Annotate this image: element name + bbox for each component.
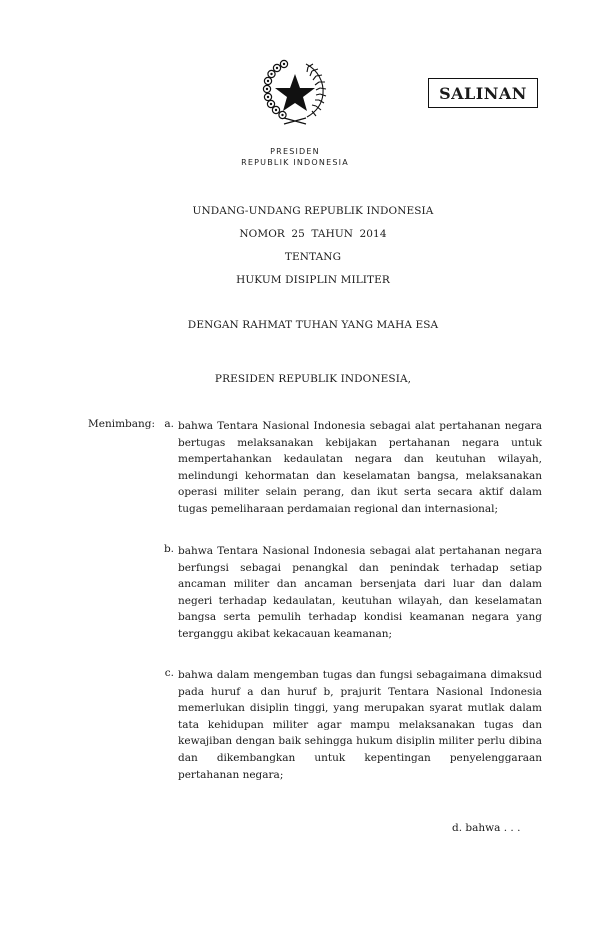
page-continuation: d. bahwa . . . [452, 822, 521, 834]
item-marker: a. [164, 418, 174, 430]
presidential-seal-icon [262, 58, 328, 128]
enacting-authority: PRESIDEN REPUBLIK INDONESIA, [214, 373, 412, 385]
invocation: DENGAN RAHMAT TUHAN YANG MAHA ESA [187, 319, 439, 331]
law-subject: HUKUM DISIPLIN MILITER [236, 274, 390, 286]
law-about-label: TENTANG [284, 251, 342, 263]
item-text: bahwa dalam mengemban tugas dan fungsi sebagaimana dimaksud pada huruf a dan huruf b, prajurit Tentara Nasional Indonesia memerlukan disiplin tinggi, yang merupakan syarat mutlak dalam tata kehidupan militer agar mampu melaksanakan tugas dan kewajiban dengan baik sehingga hukum disiplin militer perlu dibina dan dikembangkan untuk kepentingan penyelenggaraan pertahanan negara; [178, 669, 542, 781]
office-title: PRESIDEN [270, 147, 320, 156]
item-marker: b. [163, 543, 174, 555]
office-subtitle: REPUBLIK INDONESIA [241, 158, 349, 167]
item-marker: c. [164, 667, 174, 679]
item-text: bahwa Tentara Nasional Indonesia sebagai alat pertahanan negara bertugas melaksanakan kebijakan pertahanan negara untuk mempertahankan kedaulatan negara dan keutuhan wilayah, melindungi kehormatan dan keselamatan bangsa, melaksanakan operasi militer selain perang, dan ikut serta secara aktif dalam tugas pemeliharaan perdamaian regional dan internasional; [178, 420, 542, 515]
law-title: UNDANG-UNDANG REPUBLIK INDONESIA [192, 205, 434, 217]
salinan-stamp: SALINAN [428, 78, 538, 108]
considering-label: Menimbang: [88, 418, 156, 430]
item-text: bahwa Tentara Nasional Indonesia sebagai alat pertahanan negara berfungsi sebagai penangkal dan penindak terhadap setiap ancaman militer dan ancaman bersenjata dari luar dan dalam negeri terhadap kedaulatan, keutuhan wilayah, dan keselamatan bangsa serta pemulih terhadap kondisi keamanan negara yang terganggu akibat kekacauan keamanan; [178, 545, 542, 640]
law-number: NOMOR 25 TAHUN 2014 [239, 228, 387, 240]
